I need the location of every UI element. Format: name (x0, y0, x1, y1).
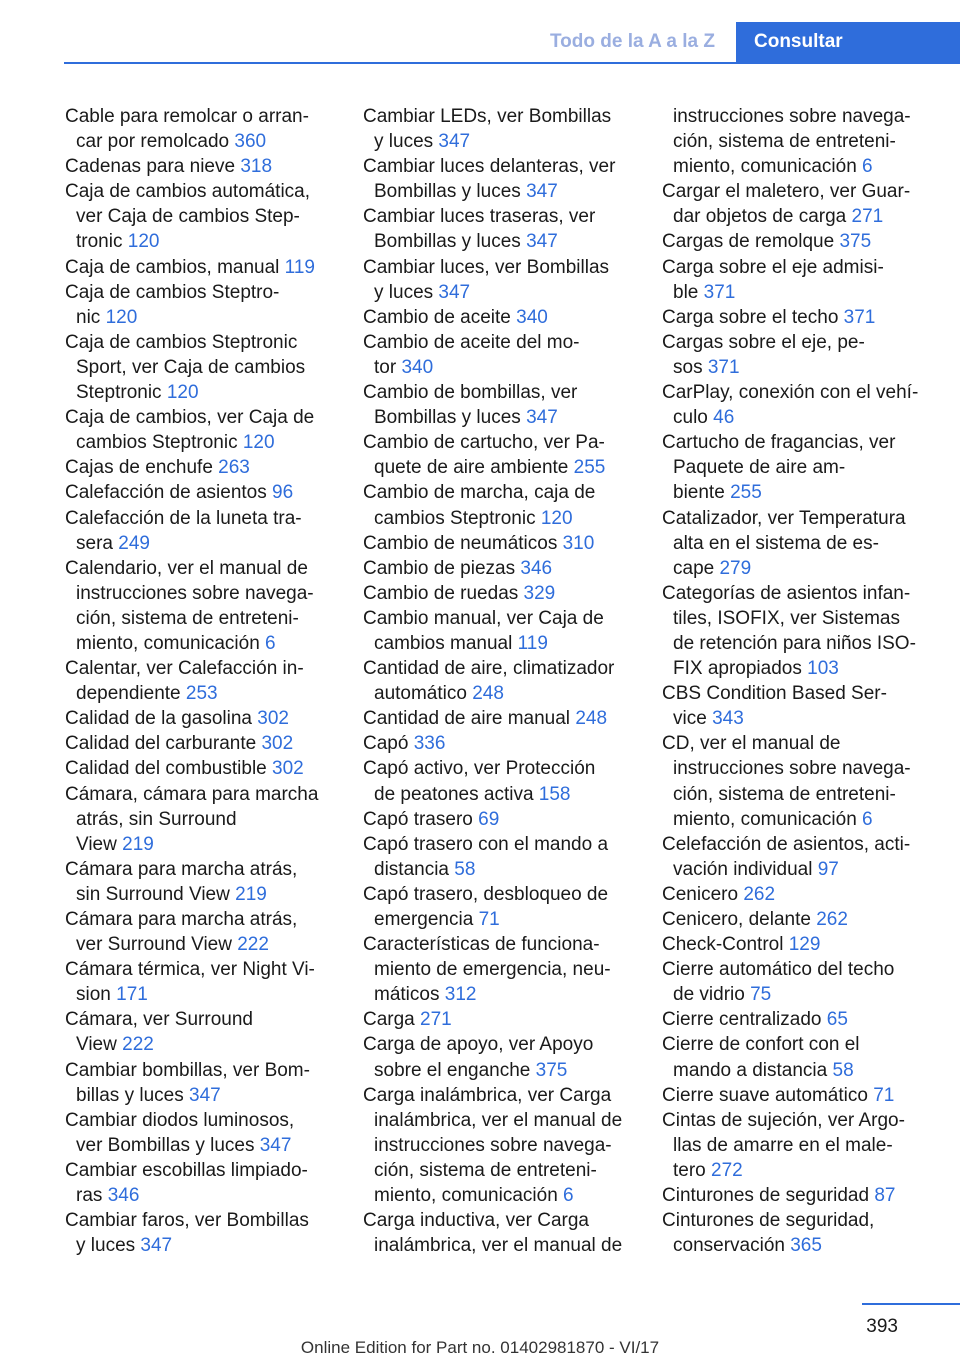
index-entry (363, 1083, 633, 1208)
page-link[interactable]: 120 (127, 231, 160, 253)
page-link[interactable]: 365 (790, 1235, 822, 1257)
entry-text: instrucciones sobre navega- (76, 582, 314, 604)
index-entry (662, 581, 938, 681)
entry-text: Catalizador, ver Temperatura (662, 507, 906, 529)
entry-text: quete de aire ambiente (374, 457, 569, 479)
page-link[interactable]: 310 (562, 532, 595, 554)
entry-text: Carga de apoyo, ver Apoyo (363, 1034, 594, 1056)
page-link[interactable]: 87 (874, 1185, 896, 1207)
page-link[interactable]: 336 (413, 733, 446, 755)
entry-text: Cámara térmica, ver Night Vi- (65, 959, 315, 981)
entry-text: Cierre suave automático (662, 1084, 868, 1106)
entry-text: Cambio manual, ver Caja de (363, 607, 604, 629)
index-entry (65, 1108, 335, 1158)
entry-text: instrucciones sobre navega- (673, 106, 911, 127)
entry-text: Cargas de remolque (662, 231, 835, 253)
entry-text: inalámbrica, ver el manual de (374, 1235, 623, 1257)
page-link[interactable]: 302 (272, 758, 304, 780)
entry-text: sion (76, 984, 111, 1006)
index-entry (65, 556, 335, 656)
page-link[interactable]: 347 (526, 407, 558, 429)
entry-text: ción, sistema de entreteni- (673, 131, 896, 153)
page-link[interactable]: 6 (862, 156, 873, 178)
entry-text: Steptronic (76, 382, 162, 404)
entry-text: Check-Control (662, 934, 784, 956)
page-link[interactable]: 71 (873, 1084, 895, 1106)
entry-text: Cierre de confort con el (662, 1034, 860, 1056)
index-entry (662, 179, 938, 229)
page-link[interactable]: 346 (107, 1185, 140, 1207)
index-entry (65, 957, 335, 1007)
index-entry (363, 1032, 633, 1082)
entry-text: atrás, sin Surround (76, 808, 237, 830)
entry-text: sos (673, 356, 703, 378)
entry-text: Cámara para marcha atrás, (65, 909, 298, 930)
page-link[interactable]: 120 (166, 382, 199, 404)
entry-text: mando a distancia (673, 1059, 828, 1081)
page-link[interactable]: 6 (265, 632, 276, 654)
entry-text: conservación (673, 1235, 785, 1257)
entry-text: Capó trasero con el mando a (363, 833, 609, 855)
entry-text: nic (76, 306, 101, 328)
index-entry (662, 1183, 938, 1208)
entry-text: de retención para niños ISO- (673, 632, 916, 654)
page-link[interactable]: 347 (438, 281, 471, 303)
entry-text: Cintas de sujeción, ver Argo- (662, 1109, 905, 1131)
entry-text: Cambiar LEDs, ver Bombillas (363, 106, 612, 127)
entry-text: tor (374, 356, 397, 378)
page-link[interactable]: 171 (116, 984, 148, 1006)
entry-text: Cambiar diodos luminosos, (65, 1109, 295, 1131)
entry-text: View (76, 1034, 117, 1056)
entry-text: automático (374, 683, 467, 705)
entry-text: Características de funciona- (363, 934, 600, 956)
index-entry (363, 656, 633, 706)
index-entry (65, 1208, 335, 1258)
page-link[interactable]: 6 (862, 808, 873, 830)
page-link[interactable]: 312 (444, 984, 477, 1006)
entry-text: Cantidad de aire manual (363, 708, 571, 730)
entry-text: ble (673, 281, 699, 303)
entry-text: Cierre automático del techo (662, 959, 895, 981)
entry-text: miento, comunicación (673, 808, 857, 830)
entry-text: y luces (374, 131, 434, 153)
index-entry (662, 932, 938, 957)
index-column-1 (65, 104, 335, 1258)
index-entry (65, 480, 335, 505)
page-link[interactable]: 371 (843, 306, 876, 328)
index-entry (662, 255, 938, 305)
index-entry (65, 706, 335, 731)
index-entry (65, 330, 335, 405)
entry-text: Carga sobre el techo (662, 306, 839, 328)
index-column-3 (662, 104, 938, 1258)
page-number-rule (862, 1303, 960, 1305)
entry-text: máticos (374, 984, 440, 1006)
page-link[interactable]: 347 (526, 231, 558, 253)
entry-text: biente (673, 482, 725, 504)
page-link[interactable]: 371 (707, 356, 740, 378)
entry-text: Cargas sobre el eje, pe- (662, 331, 865, 353)
index-entry (363, 1007, 633, 1032)
header-rule (64, 62, 960, 64)
entry-text: Cinturones de seguridad (662, 1185, 870, 1207)
index-entry (363, 330, 633, 380)
index-entry (363, 1208, 633, 1258)
entry-text: Calendario, ver el manual de (65, 557, 308, 579)
entry-text: Cambio de ruedas (363, 582, 519, 604)
index-entry (662, 380, 938, 430)
entry-text: vación individual (673, 858, 813, 880)
entry-text: Cambio de aceite (363, 306, 511, 328)
index-entry (363, 832, 633, 882)
index-entry (65, 656, 335, 706)
entry-text: Capó trasero, desbloqueo de (363, 883, 609, 905)
entry-text: distancia (374, 858, 449, 880)
index-entry (363, 255, 633, 305)
page-link[interactable]: 263 (218, 457, 250, 479)
index-column-2 (363, 104, 633, 1258)
page-link[interactable]: 371 (703, 281, 736, 303)
page-link[interactable]: 71 (478, 909, 500, 930)
index-entry (65, 506, 335, 556)
page-link[interactable]: 219 (235, 883, 267, 905)
page-link[interactable]: 253 (185, 683, 218, 705)
page-number: 393 (866, 1316, 898, 1337)
page-link[interactable]: 271 (420, 1009, 452, 1031)
entry-text: billas y luces (76, 1084, 184, 1106)
page-link[interactable]: 343 (712, 708, 744, 730)
index-entry (65, 179, 335, 254)
index-entry (662, 1032, 938, 1082)
entry-text: Cambio de bombillas, ver (363, 382, 578, 404)
entry-text: Cartucho de fragancias, ver (662, 432, 896, 454)
index-entry (662, 681, 938, 731)
index-entry (363, 932, 633, 1007)
entry-text: Capó (363, 733, 409, 755)
page-link[interactable]: 46 (713, 407, 735, 429)
index-entry (65, 1158, 335, 1208)
entry-text: Cambiar luces traseras, ver (363, 206, 596, 228)
entry-text: Caja de cambios, manual (65, 256, 280, 278)
index-entry (65, 255, 335, 280)
entry-text: Calidad del combustible (65, 758, 267, 780)
index-entry (662, 506, 938, 581)
index-entry (363, 731, 633, 756)
entry-text: Cable para remolcar o arran- (65, 106, 309, 127)
entry-text: miento, comunicación (374, 1185, 558, 1207)
entry-text: Caja de cambios Steptro- (65, 281, 280, 303)
section-title: Todo de la A a la Z (549, 31, 716, 52)
index-entry (65, 405, 335, 455)
index-entry (65, 154, 335, 179)
page-link[interactable]: 96 (272, 482, 294, 504)
index-entry (65, 731, 335, 756)
entry-text: Cantidad de aire, climatizador (363, 658, 615, 680)
entry-text: Cambio de aceite del mo- (363, 331, 580, 353)
page-link[interactable]: 249 (118, 532, 150, 554)
entry-text: Cambio de neumáticos (363, 532, 558, 554)
entry-text: miento, comunicación (76, 632, 260, 654)
entry-text: Cierre centralizado (662, 1009, 822, 1031)
entry-text: Cámara, ver Surround (65, 1009, 253, 1031)
page-link[interactable]: 120 (540, 507, 573, 529)
index-entry (65, 280, 335, 330)
index-entry (363, 807, 633, 832)
entry-text: CarPlay, conexión con el vehí- (662, 382, 919, 404)
index-entry (363, 480, 633, 530)
entry-text: miento de emergencia, neu- (374, 959, 611, 981)
page-link[interactable]: 302 (261, 733, 294, 755)
entry-text: Caja de cambios, ver Caja de (65, 407, 315, 429)
index-entry (363, 305, 633, 330)
page-link[interactable]: 97 (817, 858, 839, 880)
entry-text: de peatones activa (374, 783, 534, 805)
entry-text: instrucciones sobre navega- (673, 758, 911, 780)
page-link[interactable]: 158 (538, 783, 571, 805)
entry-text: alta en el sistema de es- (673, 532, 879, 554)
entry-text: cambios manual (374, 632, 513, 654)
entry-text: sin Surround View (76, 883, 230, 905)
entry-text: Cargar el maletero, ver Guar- (662, 181, 911, 203)
entry-text: Calefacción de la luneta tra- (65, 507, 302, 529)
page-link[interactable]: 69 (478, 808, 500, 830)
page-link[interactable]: 347 (438, 131, 471, 153)
page-link[interactable]: 340 (401, 356, 434, 378)
page-link[interactable]: 346 (520, 557, 553, 579)
page-link[interactable]: 120 (105, 306, 138, 328)
entry-text: Cambiar bombillas, ver Bom- (65, 1059, 310, 1081)
index-entry (363, 882, 633, 932)
entry-text: FIX apropiados (673, 658, 802, 680)
entry-text: Cambiar faros, ver Bombillas (65, 1210, 309, 1232)
page-link[interactable]: 262 (743, 883, 776, 905)
entry-text: tero (673, 1159, 706, 1181)
entry-text: ción, sistema de entreteni- (673, 783, 896, 805)
entry-text: dependiente (76, 683, 181, 705)
page-link[interactable]: 329 (523, 582, 556, 604)
page-link[interactable]: 75 (750, 984, 772, 1006)
entry-text: Cadenas para nieve (65, 156, 236, 178)
index-entry (65, 1058, 335, 1108)
entry-text: car por remolcado (76, 131, 230, 153)
entry-text: culo (673, 407, 708, 429)
entry-text: Carga (363, 1009, 415, 1031)
page-link[interactable]: 347 (259, 1134, 292, 1156)
index-entry (363, 556, 633, 581)
entry-text: Bombillas y luces (374, 181, 521, 203)
page-link[interactable]: 318 (240, 156, 273, 178)
entry-text: Calidad de la gasolina (65, 708, 252, 730)
entry-text: miento, comunicación (673, 156, 857, 178)
entry-text: Celefacción de asientos, acti- (662, 833, 911, 855)
index-entry (662, 1007, 938, 1032)
entry-text: dar objetos de carga (673, 206, 847, 228)
entry-text: vice (673, 708, 707, 730)
index-entry (662, 832, 938, 882)
entry-text: Cambiar luces, ver Bombillas (363, 256, 610, 278)
entry-text: cape (673, 557, 715, 579)
page-link[interactable]: 6 (563, 1185, 574, 1207)
entry-text: Cambio de cartucho, ver Pa- (363, 432, 605, 454)
entry-text: ver Bombillas y luces (76, 1134, 255, 1156)
entry-text: Cambiar luces delanteras, ver (363, 156, 616, 178)
page-link[interactable]: 271 (851, 206, 884, 228)
page-link[interactable]: 248 (575, 708, 608, 730)
entry-text: View (76, 833, 117, 855)
page-link[interactable]: 375 (535, 1059, 568, 1081)
page-link[interactable]: 262 (816, 909, 848, 930)
index-entry (363, 430, 633, 480)
entry-text: emergencia (374, 909, 474, 930)
page-link[interactable]: 360 (234, 131, 267, 153)
page-link[interactable]: 58 (832, 1059, 854, 1081)
index-entry (662, 1083, 938, 1108)
page-link[interactable]: 65 (826, 1009, 848, 1031)
index-entry (662, 1208, 938, 1258)
page-link[interactable]: 272 (711, 1159, 743, 1181)
entry-text: Bombillas y luces (374, 231, 521, 253)
index-entry (662, 907, 938, 932)
entry-text: Calefacción de asientos (65, 482, 267, 504)
entry-text: sera (76, 532, 113, 554)
entry-text: ver Surround View (76, 934, 232, 956)
index-entry (363, 531, 633, 556)
page-link[interactable]: 347 (140, 1235, 173, 1257)
index-entry (65, 104, 335, 154)
index-entry (662, 229, 938, 254)
entry-text: Cajas de enchufe (65, 457, 213, 479)
entry-text: Cenicero, delante (662, 909, 811, 930)
page-link[interactable]: 222 (122, 1034, 154, 1056)
entry-text: Bombillas y luces (374, 407, 521, 429)
entry-text: Cinturones de seguridad, (662, 1210, 875, 1232)
index-entry (65, 857, 335, 907)
entry-text: de vidrio (673, 984, 745, 1006)
entry-text: Calidad del carburante (65, 733, 257, 755)
index-entry (662, 882, 938, 907)
tab-consultar[interactable]: Consultar (736, 22, 960, 62)
entry-text: Carga sobre el eje admisi- (662, 256, 884, 278)
footer-edition: Online Edition for Part no. 01402981870 - VI/17 (300, 1338, 660, 1357)
page-link[interactable]: 119 (284, 256, 315, 278)
entry-text: Capó activo, ver Protección (363, 758, 596, 780)
index-entry (662, 305, 938, 330)
entry-text: Caja de cambios Steptronic (65, 331, 298, 353)
entry-text: inalámbrica, ver el manual de (374, 1109, 623, 1131)
entry-text: Paquete de aire am- (673, 457, 846, 479)
entry-text: y luces (76, 1235, 136, 1257)
entry-text: sobre el enganche (374, 1059, 531, 1081)
index-entry (65, 782, 335, 857)
page-link[interactable]: 340 (516, 306, 548, 328)
entry-text: ver Caja de cambios Step- (76, 206, 300, 228)
entry-text: Cámara, cámara para marcha (65, 783, 319, 805)
page-header (0, 22, 960, 62)
entry-text: Cambiar escobillas limpiado- (65, 1159, 308, 1181)
page-link[interactable]: 302 (257, 708, 289, 730)
entry-text: cambios Steptronic (374, 507, 536, 529)
index-entry (363, 380, 633, 430)
index-entry (363, 606, 633, 656)
entry-text: instrucciones sobre navega- (374, 1134, 612, 1156)
entry-text: Calentar, ver Calefacción in- (65, 658, 304, 680)
page-link[interactable]: 222 (237, 934, 269, 956)
page-link[interactable]: 347 (526, 181, 558, 203)
index-entry (363, 204, 633, 254)
index-entry (363, 104, 633, 154)
page-link[interactable]: 219 (122, 833, 154, 855)
index-entry (363, 154, 633, 204)
index-entry (662, 330, 938, 380)
entry-text: ras (76, 1185, 103, 1207)
page-link[interactable]: 347 (189, 1084, 221, 1106)
index-entry (662, 957, 938, 1007)
entry-text: Categorías de asientos infan- (662, 582, 911, 604)
entry-text: Cambio de marcha, caja de (363, 482, 596, 504)
entry-text: Capó trasero (363, 808, 473, 830)
entry-text: Sport, ver Caja de cambios (76, 356, 306, 378)
index-entry (662, 430, 938, 505)
page-link[interactable]: 248 (472, 683, 504, 705)
entry-text: Cambio de piezas (363, 557, 516, 579)
page-link[interactable]: 255 (573, 457, 606, 479)
index-entry (363, 756, 633, 806)
index-entry (363, 706, 633, 731)
page-link[interactable]: 255 (730, 482, 762, 504)
entry-text: Cámara para marcha atrás, (65, 858, 298, 880)
page-link[interactable]: 120 (242, 432, 275, 454)
index-entry (662, 1108, 938, 1183)
entry-text: cambios Steptronic (76, 432, 238, 454)
entry-text: ción, sistema de entreteni- (76, 607, 299, 629)
entry-text: tiles, ISOFIX, ver Sistemas (673, 607, 900, 629)
index-entry (363, 581, 633, 606)
page-link[interactable]: 119 (517, 632, 548, 654)
entry-text: ción, sistema de entreteni- (374, 1159, 597, 1181)
page-link[interactable]: 129 (788, 934, 821, 956)
index-entry (65, 756, 335, 781)
index-entry (65, 455, 335, 480)
index-entry (65, 907, 335, 957)
index-entry (65, 1007, 335, 1057)
entry-text: CD, ver el manual de (662, 733, 841, 755)
page-link[interactable]: 58 (454, 858, 476, 880)
page-link[interactable]: 375 (839, 231, 872, 253)
entry-text: llas de amarre en el male- (673, 1134, 893, 1156)
entry-text: Caja de cambios automática, (65, 181, 311, 203)
entry-text: tronic (76, 231, 123, 253)
entry-text: CBS Condition Based Ser- (662, 683, 887, 705)
index-entry (662, 731, 938, 831)
index-entry (662, 104, 938, 179)
entry-text: y luces (374, 281, 434, 303)
entry-text: Carga inductiva, ver Carga (363, 1210, 589, 1232)
page-link[interactable]: 103 (807, 658, 839, 680)
entry-text: Carga inalámbrica, ver Carga (363, 1084, 612, 1106)
entry-text: Cenicero (662, 883, 739, 905)
page-link[interactable]: 279 (719, 557, 752, 579)
